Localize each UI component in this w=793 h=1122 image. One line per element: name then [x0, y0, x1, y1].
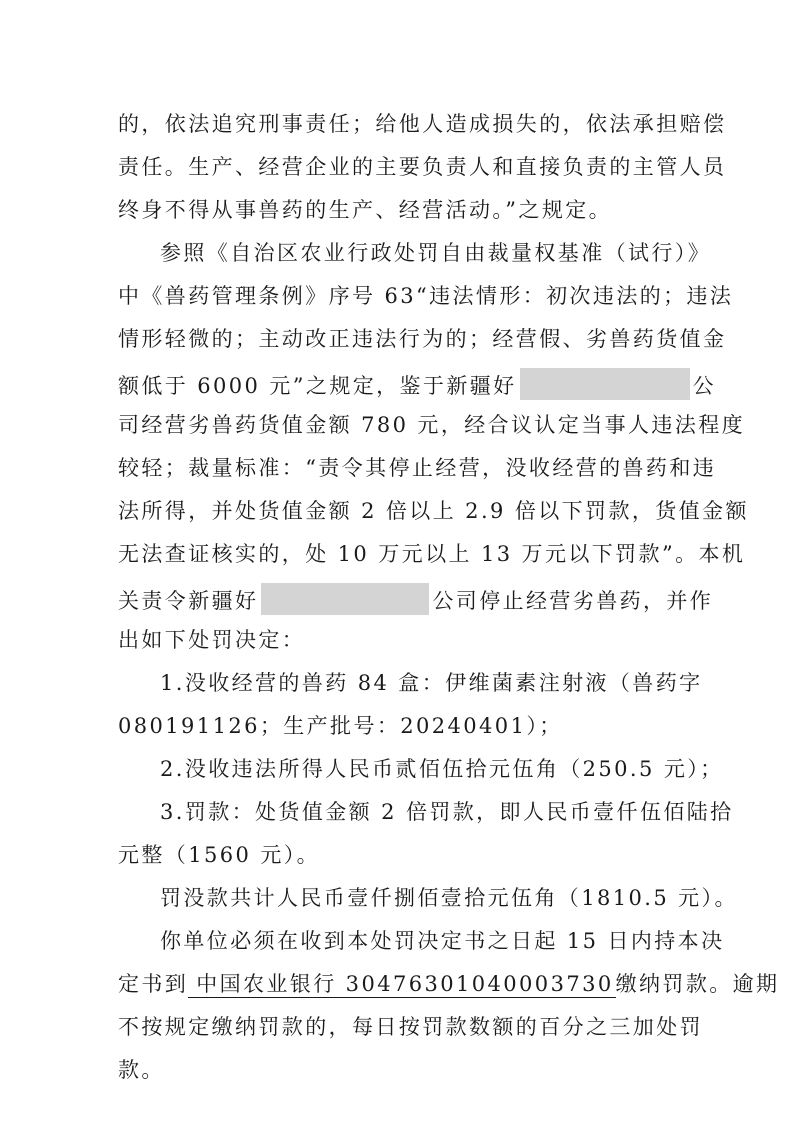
- text-line: 责任。生产、经营企业的主要负责人和直接负责的主管人员: [118, 155, 727, 179]
- text-line: 不按规定缴纳罚款的，每日按罚款数额的百分之三加处罚: [118, 1015, 703, 1039]
- text-line: 1.没收经营的兽药 84 盒：伊维菌素注射液（兽药字: [160, 671, 703, 695]
- text-line: 3.罚款：处货值金额 2 倍罚款，即人民币壹仟伍佰陆拾: [160, 800, 734, 824]
- text-line: 较轻；裁量标准：“责令其停止经营，没收经营的兽药和违: [118, 456, 717, 480]
- text-line: 司经营劣兽药货值金额 780 元，经合议认定当事人违法程度: [118, 413, 746, 437]
- text-segment: 关责令新疆好: [118, 589, 259, 613]
- text-segment: 缴纳罚款。逾期: [615, 972, 780, 996]
- text-line: 终身不得从事兽药的生产、经营活动。”之规定。: [118, 198, 613, 222]
- text-line: 中《兽药管理条例》序号 63“违法情形：初次违法的；违法: [118, 284, 734, 308]
- text-line-with-redaction: [118, 583, 713, 615]
- text-line: 情形轻微的；主动改正违法行为的；经营假、劣兽药货值金: [118, 327, 727, 351]
- text-line: 无法查证核实的，处 10 万元以上 13 万元以下罚款”。本机: [118, 542, 746, 566]
- text-segment: 公: [692, 374, 716, 398]
- bank-account-underlined: 中国农业银行 30476301040003730: [188, 971, 615, 998]
- text-line: 元整（1560 元）。: [118, 843, 321, 867]
- text-line-with-underline: [118, 970, 779, 998]
- text-segment: 定书到: [118, 972, 189, 996]
- text-segment: 额低于 6000 元”之规定，鉴于新疆好: [118, 374, 517, 398]
- text-line: 你单位必须在收到本处罚决定书之日起 15 日内持本决: [160, 929, 725, 953]
- text-line: 法所得，并处货值金额 2 倍以上 2.9 倍以下罚款，货值金额: [118, 499, 749, 523]
- text-line: 的，依法追究刑事责任；给他人造成损失的，依法承担赔偿: [118, 112, 727, 136]
- text-segment: 公司停止经营劣兽药，并作: [432, 589, 714, 613]
- text-line: 080191126；生产批号：20240401）；: [118, 714, 563, 738]
- redaction-box: [261, 583, 429, 615]
- redaction-box: [520, 368, 690, 400]
- text-line: 出如下处罚决定：: [118, 628, 306, 652]
- text-line: 款。: [118, 1058, 165, 1082]
- text-line: 参照《自治区农业行政处罚自由裁量权基准（试行）》: [160, 241, 712, 265]
- text-line-with-redaction: [118, 368, 716, 400]
- text-line: 罚没款共计人民币壹仟捌佰壹拾元伍角（1810.5 元）。: [160, 886, 738, 910]
- text-line: 2.没收违法所得人民币贰佰伍拾元伍角（250.5 元）；: [160, 757, 724, 781]
